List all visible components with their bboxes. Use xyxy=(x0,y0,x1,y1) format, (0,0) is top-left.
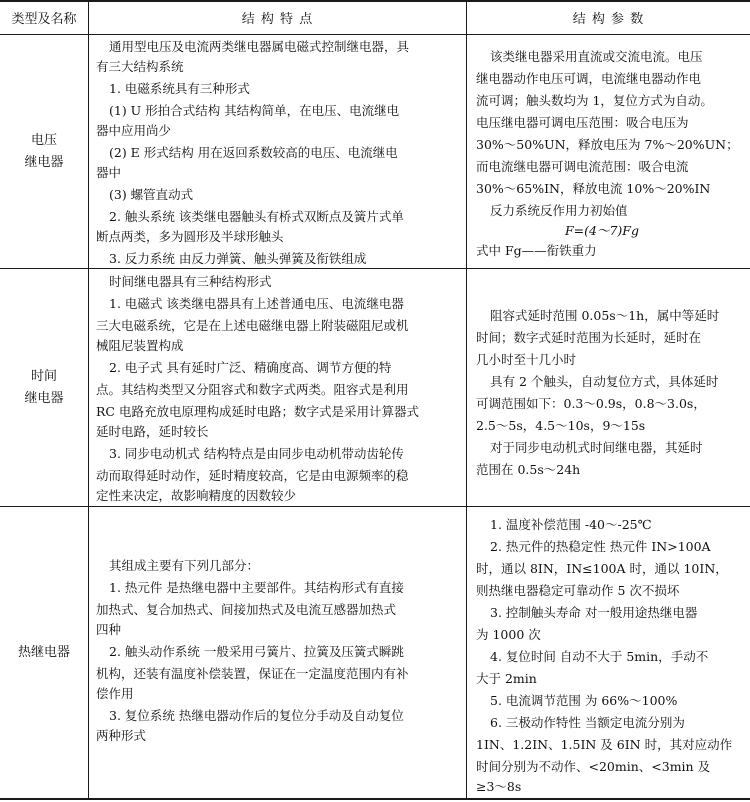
param-line: 而电流继电器可调电流范围：吸合电流 xyxy=(476,159,689,174)
formula-line: F=(4～7)Fg xyxy=(565,223,639,238)
feature-line: 断点两类，多为圆形及半球形触头 xyxy=(96,229,284,244)
param-line: 继电器动作电压可调，电流继电器动作电 xyxy=(476,71,702,86)
col2-rule xyxy=(466,0,467,800)
feature-line: 两种形式 xyxy=(96,728,147,743)
feature-line: 通用型电压及电流两类继电器属电磁式控制继电器，具 xyxy=(109,39,410,54)
feature-line: 机构，还装有温度补偿装置，保证在一定温度范围内有补 xyxy=(96,666,409,681)
param-line: 流可调；触头数均为 1，复位方式为自动。 xyxy=(476,93,713,108)
type-name-line: 继电器 xyxy=(24,390,64,406)
param-line: 则热继电器稳定可靠动作 5 次不损坏 xyxy=(476,583,680,598)
row-voltage-relay-name xyxy=(0,35,88,268)
param-line: 大于 2min xyxy=(476,671,537,686)
feature-line: 加热式、复合加热式、间接加热式及电流互感器加热式 xyxy=(96,602,397,617)
param-line: 30%～50%UN，释放电压为 7%～20%UN； xyxy=(476,137,739,152)
feature-line: 3. 反力系统 由反力弹簧、触头弹簧及衔铁组成 xyxy=(109,251,367,266)
feature-line: 3. 同步电动机式 结构特点是由同步电动机带动齿轮传 xyxy=(109,446,404,461)
feature-line: 其组成主要有下列几部分： xyxy=(109,558,260,573)
param-line: 可调范围如下：0.3～0.9s，0.8～3.0s， xyxy=(476,396,706,411)
param-line: 时间；数字式延时范围为长延时，延时在 xyxy=(476,330,702,345)
feature-line: (3) 螺管直动式 xyxy=(109,187,194,202)
row-time-relay-name xyxy=(0,269,88,506)
bottom-rule xyxy=(0,798,750,800)
param-line: 该类继电器采用直流或交流电流。电压 xyxy=(490,49,703,64)
feature-line: 3. 复位系统 热继电器动作后的复位分手动及自动复位 xyxy=(109,708,404,723)
feature-line: 四种 xyxy=(96,622,122,637)
param-line: 6. 三极动作特性 当额定电流分别为 xyxy=(490,715,685,730)
col1-rule xyxy=(88,0,89,800)
feature-line: RC 电路充放电原理构成延时电路；数字式是采用计算器式 xyxy=(96,404,419,419)
feature-line: 延时电路，延时较长 xyxy=(96,424,209,439)
feature-line: 械阻尼装置构成 xyxy=(96,338,184,353)
param-line: 5. 电流调节范围 为 66%～100% xyxy=(490,693,678,708)
feature-line: 1. 热元件 是热继电器中主要部件。其结构形式有直接 xyxy=(109,580,404,595)
type-name-line: 电压 xyxy=(30,132,57,148)
param-line: 电压继电器可调电压范围：吸合电压为 xyxy=(476,115,689,130)
feature-line: 1. 电磁系统具有三种形式 xyxy=(109,81,250,96)
feature-line: 时间继电器具有三种结构形式 xyxy=(109,274,272,289)
param-line: 对于同步电动机式时间继电器，其延时 xyxy=(490,440,703,455)
feature-line: 器中 xyxy=(96,165,122,180)
param-line: 几小时至十几小时 xyxy=(476,352,577,367)
feature-line: 1. 电磁式 该类继电器具有上述普通电压、电流继电器 xyxy=(109,296,404,311)
param-line: 1IN、1.2IN、1.5IN 及 6IN 时，其对应动作 xyxy=(476,737,733,752)
feature-line: 2. 触头系统 该类继电器触头有桥式双断点及簧片式单 xyxy=(109,209,404,224)
header-rule xyxy=(0,34,750,35)
param-line: 2.5～5s，4.5～10s，9～15s xyxy=(476,418,646,433)
feature-line: 三大电磁系统，它是在上述电磁继电器上附装磁阻尼或机 xyxy=(96,318,409,333)
param-line: 30%～65%IN，释放电流 10%～20%IN xyxy=(476,181,711,196)
header-structure-params: 结 构 参 数 xyxy=(572,11,645,27)
param-line: 4. 复位时间 自动不大于 5min，手动不 xyxy=(490,649,709,664)
param-line: 为 1000 次 xyxy=(476,627,541,642)
param-line: 3. 控制触头寿命 对一般用途热继电器 xyxy=(490,605,698,620)
feature-line: 2. 触头动作系统 一般采用弓簧片、拉簧及压簧式瞬跳 xyxy=(109,644,404,659)
feature-line: 器中应用尚少 xyxy=(96,123,172,138)
param-line: 时间分别为不动作、<20min、<3min 及 xyxy=(476,759,711,774)
header-structure-features: 结 构 特 点 xyxy=(241,11,314,27)
row2-rule xyxy=(0,506,750,507)
type-name-line: 时间 xyxy=(30,368,57,384)
param-line: 式中 Fg——衔铁重力 xyxy=(476,243,597,258)
header-type-name: 类型及名称 xyxy=(11,11,77,27)
param-line: 阻容式延时范围 0.05s～1h，属中等延时 xyxy=(490,308,720,323)
feature-line: 动而取得延时动作，延时精度较高，它是由电源频率的稳 xyxy=(96,468,409,483)
feature-line: (1) U 形拍合式结构 其结构简单，在电压、电流继电 xyxy=(109,103,400,118)
row-thermal-relay-name xyxy=(0,507,88,798)
param-line: 2. 热元件的热稳定性 热元件 IN>100A xyxy=(490,539,711,554)
type-name-line: 继电器 xyxy=(24,154,64,170)
param-line: 范围在 0.5s～24h xyxy=(476,462,581,477)
param-line: ≥3～8s xyxy=(476,779,522,794)
param-line: 1. 温度补偿范围 -40～-25℃ xyxy=(490,517,652,532)
param-line: 时，通以 8IN，IN≤100A 时，通以 10IN， xyxy=(476,561,728,576)
feature-line: (2) E 形式结构 用在返回系数较高的电压、电流继电 xyxy=(109,145,398,160)
feature-line: 定性来决定，故影响精度的因数较少 xyxy=(96,488,297,503)
feature-line: 偿作用 xyxy=(96,686,134,701)
param-line: 具有 2 个触头，自动复位方式，具体延时 xyxy=(490,374,719,389)
feature-line: 2. 电子式 具有延时广泛、精确度高、调节方便的特 xyxy=(109,360,392,375)
feature-line: 点。其结构类型又分阻容式和数字式两类。阻容式是利用 xyxy=(96,382,409,397)
type-name-line: 热继电器 xyxy=(17,644,70,660)
feature-line: 有三大结构系统 xyxy=(96,59,184,74)
param-line: 反力系统反作用力初始值 xyxy=(490,203,628,218)
